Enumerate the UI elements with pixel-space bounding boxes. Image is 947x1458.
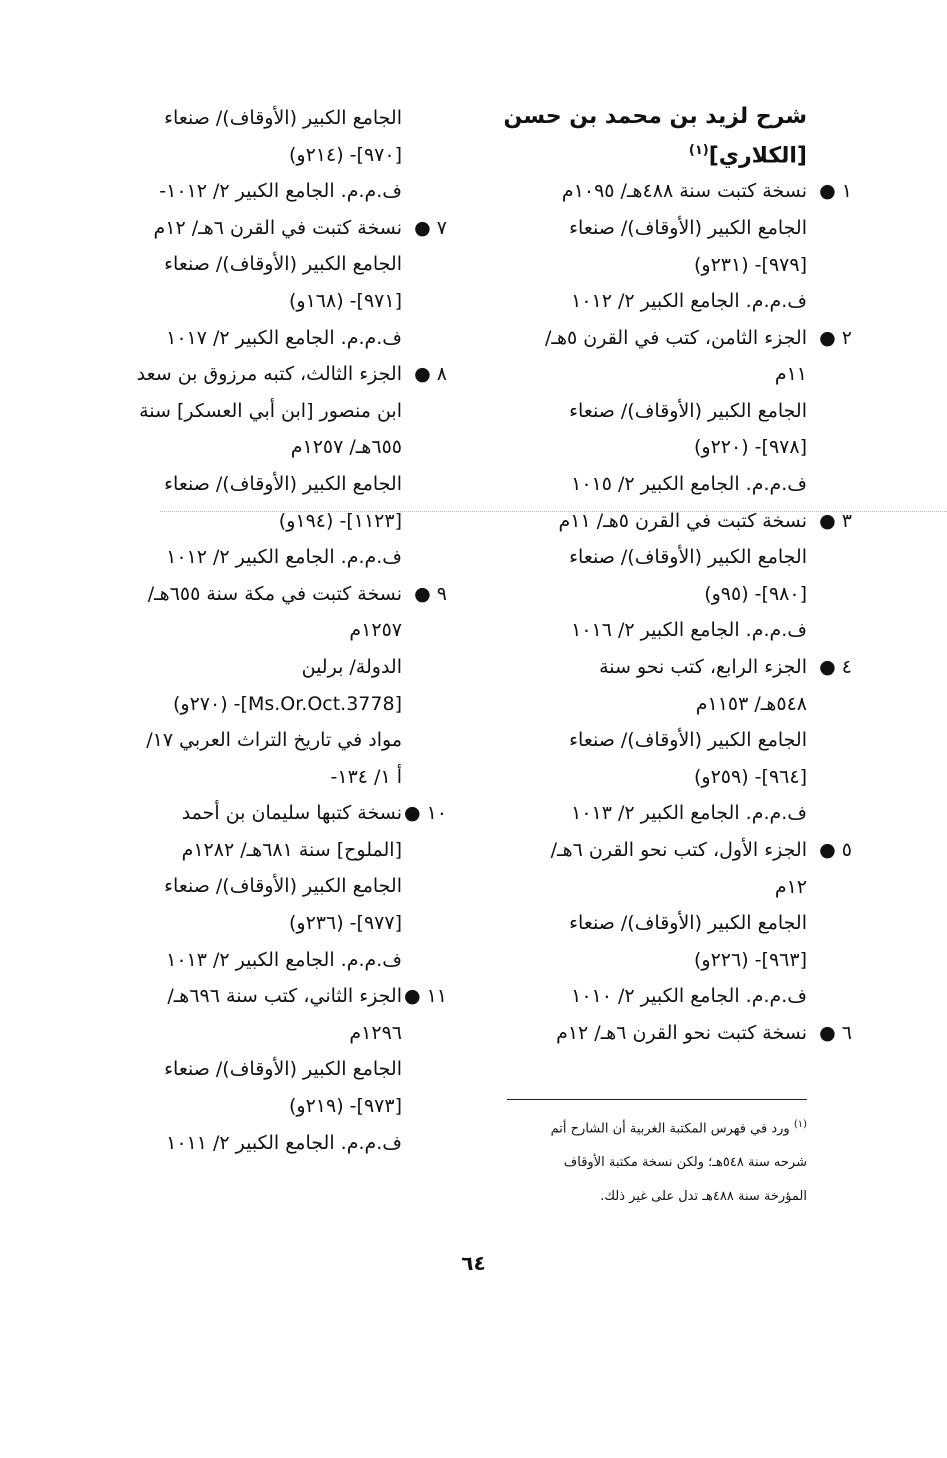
entry-line: [١١٢٣]- (١٩٤و) — [278, 509, 402, 532]
entry-line: ١٢٥٧م — [349, 619, 402, 642]
entry-line: ف.م.م. الجامع الكبير ٢/ ١٠١٦ — [571, 619, 807, 642]
catalog-entry — [477, 503, 852, 649]
entry-line: ف.م.م. الجامع الكبير ٢/ ١٠١٠ — [571, 985, 807, 1008]
entry-number: ٥ ● — [819, 839, 852, 862]
entry-line: نسخة كتبها سليمان بن أحمد — [181, 802, 402, 825]
entry-line: الجزء الأول، كتب نحو القرن ٦هـ/ — [550, 839, 807, 862]
section-heading — [477, 100, 807, 173]
entry-number: ٧ ● — [414, 216, 447, 239]
entry-line: ٥٤٨هـ/ ١١٥٣م — [695, 692, 807, 715]
entry-line: الجامع الكبير (الأوقاف)/ صنعاء — [164, 253, 402, 276]
catalog-entry — [102, 210, 447, 356]
catalog-entry — [102, 356, 447, 576]
entry-line: الجامع الكبير (الأوقاف)/ صنعاء — [164, 1058, 402, 1081]
heading-line-1: شرح لزيد بن محمد بن حسن — [503, 104, 807, 129]
entry-line: ف.م.م. الجامع الكبير ٢/ ١٠١٥ — [571, 473, 807, 496]
catalog-entry — [477, 173, 852, 319]
right-entry-list — [477, 173, 852, 1051]
entry-line: ف.م.م. الجامع الكبير ٢/ ١٠١٧ — [166, 326, 402, 349]
entry-line: [٩٧٩]- (٢٣١و) — [694, 253, 807, 276]
entry-line: ١٢م — [774, 875, 807, 898]
entry-line: الجامع الكبير (الأوقاف)/ صنعاء — [164, 875, 402, 898]
entry-line: الجامع الكبير (الأوقاف)/ صنعاء — [569, 729, 807, 752]
entry-line: نسخة كتبت في القرن ٦هـ/ ١٢م — [153, 216, 402, 239]
right-column — [477, 100, 852, 1052]
heading-bracket-name: [الكلاري] — [708, 143, 807, 169]
footnote-marker: (١) — [793, 1119, 807, 1130]
continued-entry — [102, 100, 402, 210]
entry-number: ١ ● — [819, 180, 852, 203]
entry-line: [٩٧٨]- (٢٢٠و) — [694, 436, 807, 459]
left-column — [102, 100, 447, 1161]
entry-line: ف.م.م. الجامع الكبير ٢/ ١٠١٢ — [166, 546, 402, 569]
entry-line: الجامع الكبير (الأوقاف)/ صنعاء — [569, 216, 807, 239]
entry-line: نسخة كتبت سنة ٤٨٨هـ/ ١٠٩٥م — [561, 180, 807, 203]
footnote-text: ورد في فهرس المكتبة الغربية أن الشارح أتم — [550, 1121, 790, 1137]
entry-line: نسخة كتبت في القرن ٥هـ/ ١١م — [558, 509, 807, 532]
heading-footnote-ref: (١) — [688, 143, 709, 158]
footnote-line: شرحه سنة ٥٤٨هـ؛ ولكن نسخة مكتبة الأوقاف — [563, 1155, 807, 1171]
entry-line: [٩٨٠]- (٩٥و) — [704, 582, 807, 605]
entry-line: ف.م.م. الجامع الكبير ٢/ ١٠١٢ — [571, 290, 807, 313]
entry-line: ف.م.م. الجامع الكبير ٢/ ١٠١٣ — [166, 948, 402, 971]
scan-dotted-line — [160, 511, 947, 512]
entry-number: ٦ ● — [819, 1021, 852, 1044]
entry-line: الجزء الثالث، كتبه مرزوق بن سعد — [136, 363, 402, 386]
entry-line: الدولة/ برلين — [301, 655, 402, 678]
entry-line: [Ms.Or.Oct.3778]- (٢٧٠و) — [172, 692, 402, 715]
entry-line: [٩٧٣]- (٢١٩و) — [289, 1095, 402, 1118]
entry-number: ١١ ● — [403, 985, 447, 1008]
entry-line: ف.م.م. الجامع الكبير ٢/ ١٠١٣ — [571, 802, 807, 825]
entry-line: أ ١/ ١٣٤- — [330, 765, 402, 788]
entry-line: الجامع الكبير (الأوقاف)/ صنعاء — [569, 546, 807, 569]
entry-number: ٣ ● — [819, 509, 852, 532]
entry-line: ١١م — [774, 363, 807, 386]
entry-number: ٢ ● — [819, 326, 852, 349]
entry-line: ابن منصور [ابن أبي العسكر] سنة — [139, 399, 402, 422]
heading-line-2 — [477, 134, 807, 173]
footnote — [507, 1108, 807, 1214]
entry-line: مواد في تاريخ التراث العربي ١٧/ — [146, 729, 402, 752]
catalog-entry — [477, 320, 852, 503]
entry-line: ف.م.م. الجامع الكبير ٢/ ١٠١٢- — [159, 180, 402, 203]
entry-line: الجزء الثامن، كتب في القرن ٥هـ/ — [545, 326, 807, 349]
page-number: ٦٤ — [461, 1251, 486, 1275]
left-entry-list — [102, 210, 447, 1161]
entry-line: الجامع الكبير (الأوقاف)/ صنعاء — [164, 107, 402, 129]
catalog-entry — [102, 576, 447, 796]
entry-line: الجامع الكبير (الأوقاف)/ صنعاء — [164, 472, 402, 495]
catalog-entry — [477, 1015, 852, 1052]
entry-line: ١٢٩٦م — [349, 1021, 402, 1044]
footnote-line: المؤرخة سنة ٤٨٨هـ تدل على غير ذلك. — [600, 1189, 807, 1205]
entry-line: [الملوح] سنة ٦٨١هـ/ ١٢٨٢م — [181, 838, 402, 861]
entry-number: ٤ ● — [819, 656, 852, 679]
entry-line: ف.م.م. الجامع الكبير ٢/ ١٠١١ — [166, 1131, 402, 1154]
entry-line: [٩٧٧]- (٢٣٦و) — [289, 912, 402, 935]
catalog-entry — [477, 832, 852, 1015]
entry-line: الجزء الرابع، كتب نحو سنة — [599, 656, 807, 679]
entry-line: [٩٦٤]- (٢٥٩و) — [694, 765, 807, 788]
entry-line: [٩٦٣]- (٢٢٦و) — [694, 948, 807, 971]
catalog-entry — [102, 978, 447, 1161]
entry-line: [٩٧٠]- (٢١٤و) — [289, 143, 402, 166]
entry-line: [٩٧١]- (١٦٨و) — [289, 289, 402, 312]
entry-line: الجزء الثاني، كتب سنة ٦٩٦هـ/ — [167, 985, 402, 1008]
catalog-entry — [477, 649, 852, 832]
entry-line: نسخة كتبت في مكة سنة ٦٥٥هـ/ — [147, 582, 402, 605]
entry-line: نسخة كتبت نحو القرن ٦هـ/ ١٢م — [556, 1021, 807, 1044]
entry-number: ٨ ● — [414, 363, 447, 386]
catalog-entry — [102, 795, 447, 978]
footnote-rule — [507, 1099, 807, 1100]
entry-line: الجامع الكبير (الأوقاف)/ صنعاء — [569, 912, 807, 935]
entry-number: ١٠ ● — [403, 802, 447, 825]
entry-line: ٦٥٥هـ/ ١٢٥٧م — [290, 436, 402, 459]
entry-line: الجامع الكبير (الأوقاف)/ صنعاء — [569, 399, 807, 422]
entry-number: ٩ ● — [414, 582, 447, 605]
footnote-line — [507, 1108, 807, 1146]
